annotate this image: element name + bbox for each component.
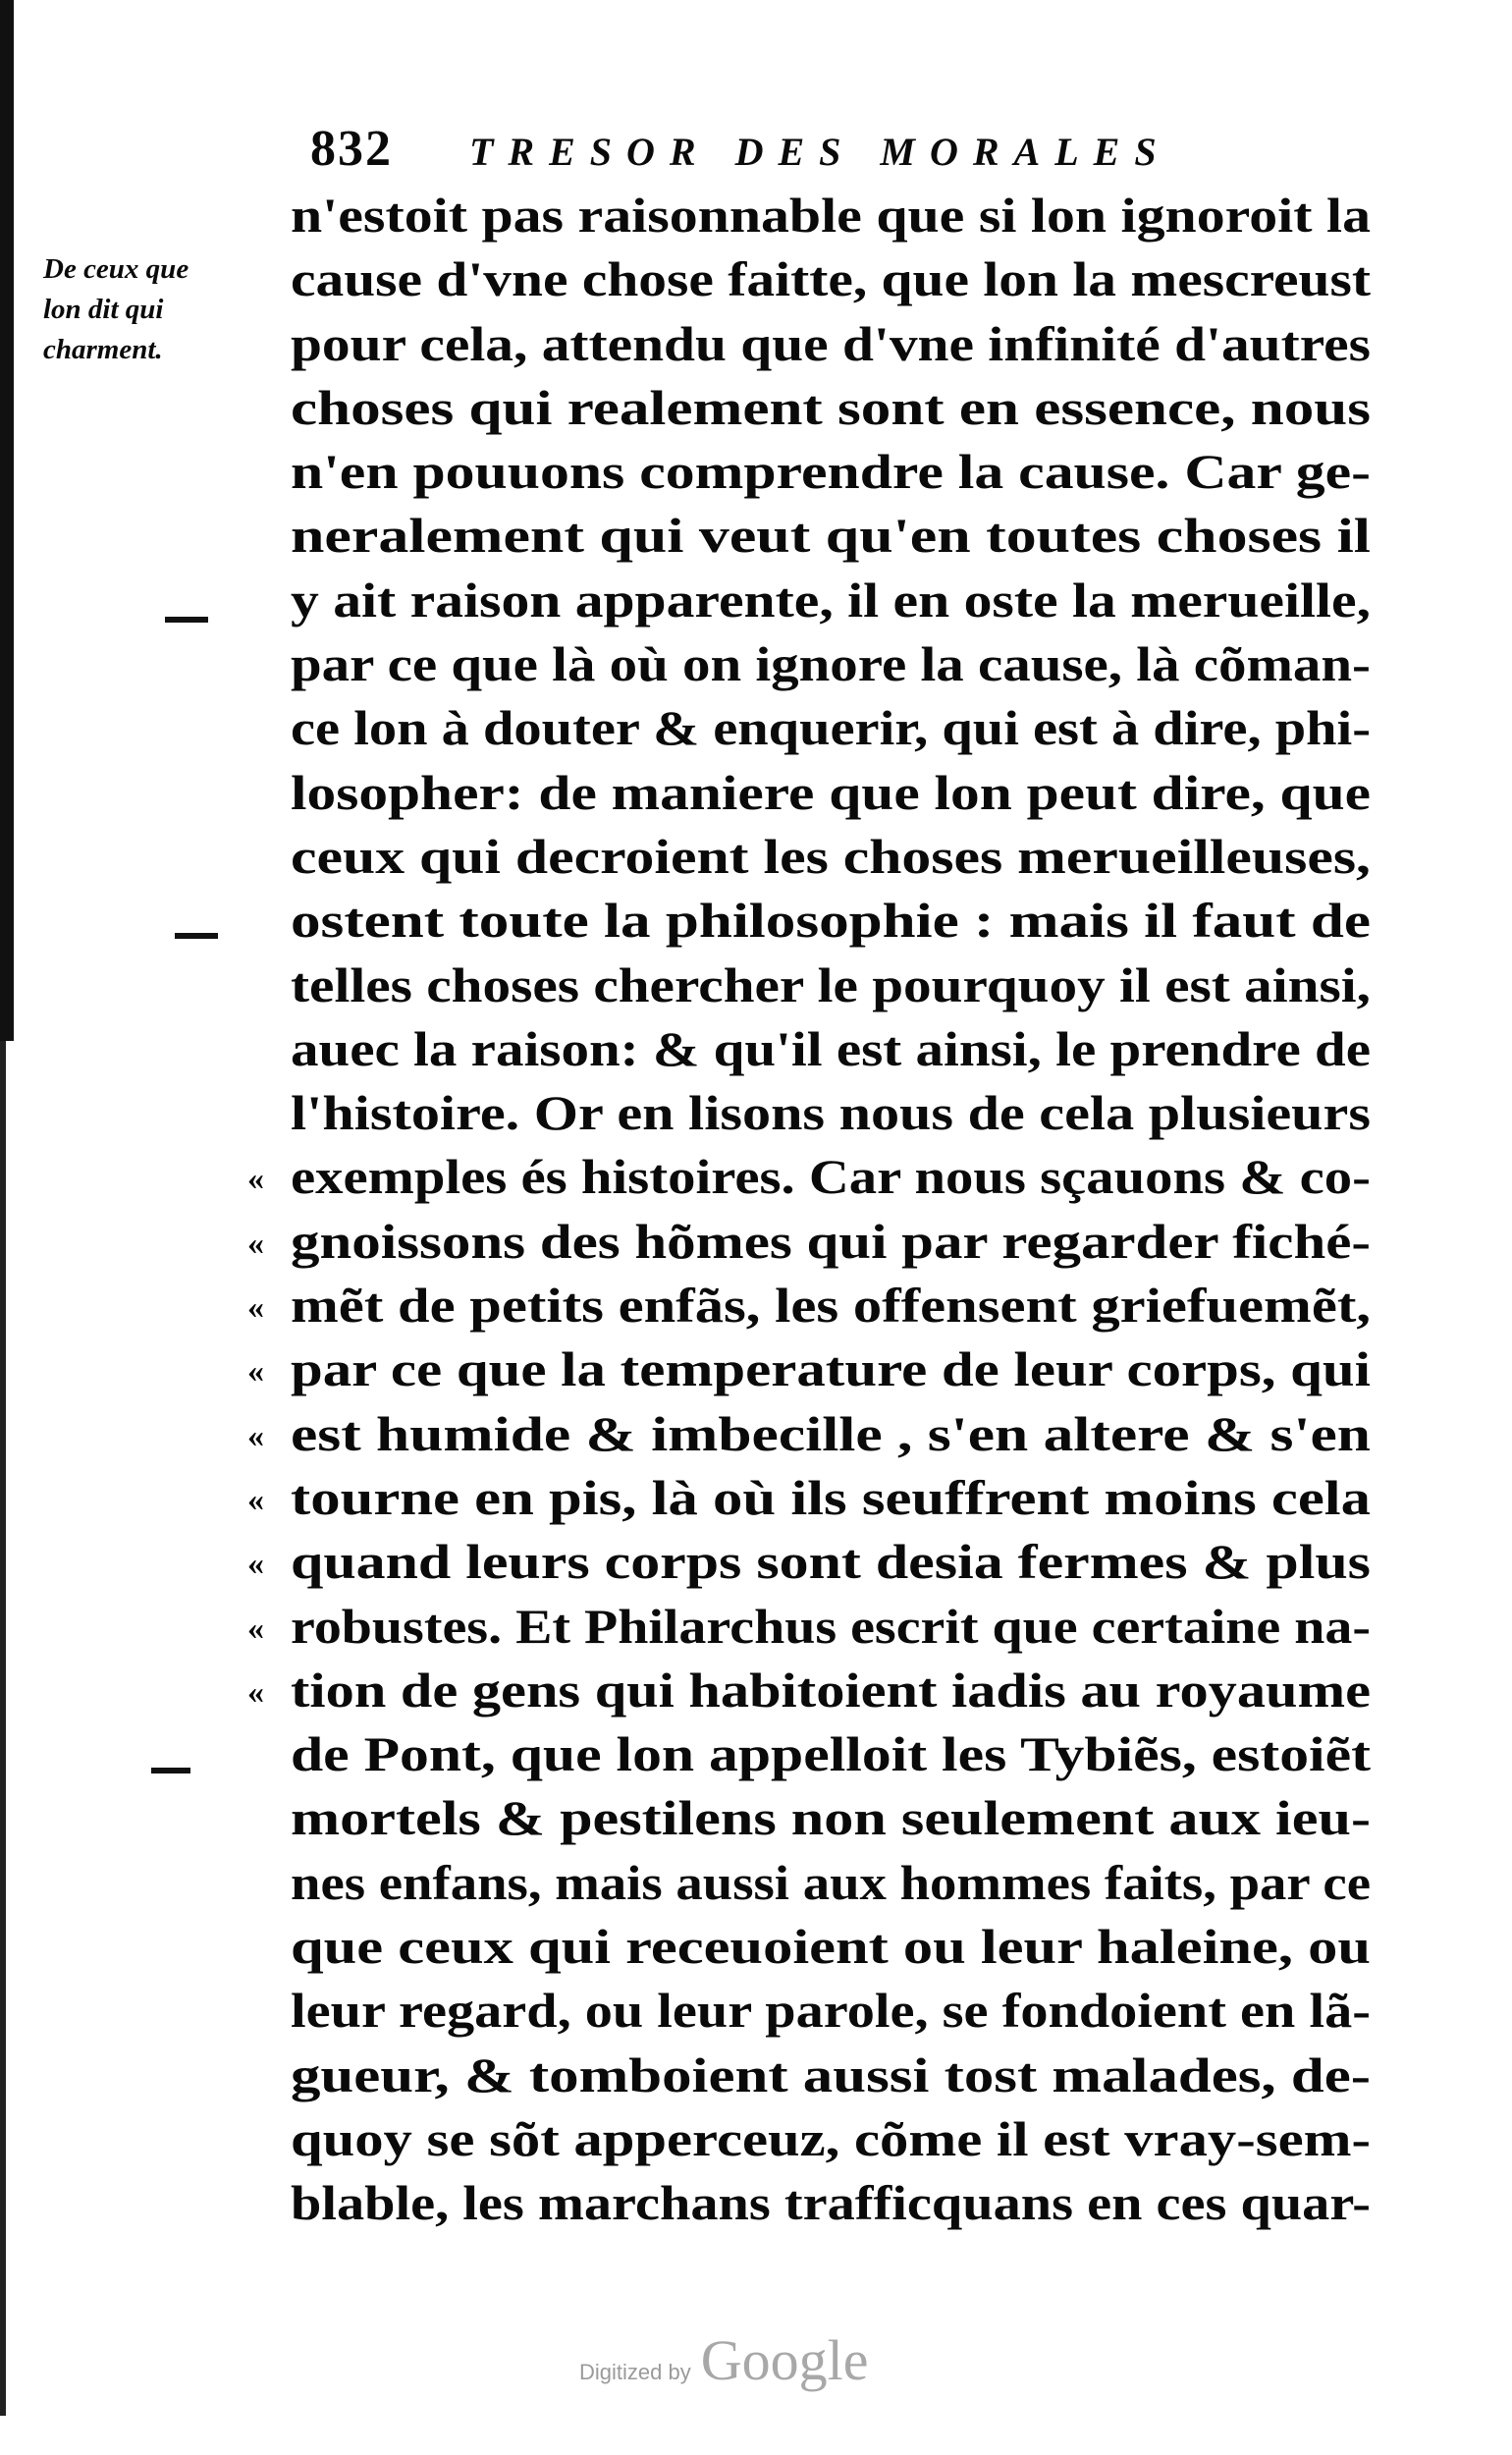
body-text [247, 184, 1371, 2236]
margin-note-line: De ceux que [43, 253, 189, 285]
quote-mark: « [247, 1289, 264, 1327]
text-line-content: nes enfans, mais aussi aux hommes faits, par ce [291, 1854, 1371, 1910]
quote-mark: « [247, 1225, 264, 1262]
text-line-content: par ce que la temperature de leur corps, qui [291, 1341, 1371, 1397]
text-line-content: exemples és histoires. Car nous sçauons & co- [291, 1149, 1371, 1205]
text-line [247, 1402, 1371, 1466]
quote-mark: « [247, 1353, 264, 1391]
text-line [291, 954, 1371, 1017]
text-line-content: ce lon à douter & enquerir, qui est à dire, phi- [291, 700, 1371, 756]
text-line-content: l'histoire. Or en lisons nous de cela plusieurs [291, 1085, 1371, 1141]
margin-dash [151, 1768, 190, 1773]
text-line [291, 376, 1371, 440]
text-line-content: ostent toute la philosophie : mais il faut de [291, 893, 1371, 949]
margin-note [43, 249, 289, 370]
text-line-content: choses qui realement sont en essence, nous [291, 379, 1371, 435]
text-line-content: neralement qui veut qu'en toutes choses il [291, 508, 1371, 564]
page-number: 832 [310, 121, 393, 177]
binding-edge [0, 0, 14, 1041]
text-line [247, 1595, 1371, 1659]
digitized-by-label: Digitized by [579, 2360, 691, 2384]
text-line-content: tion de gens qui habitoient iadis au royaume [291, 1662, 1371, 1718]
text-line-content: est humide & imbecille , s'en altere & s'en [291, 1405, 1371, 1461]
margin-dash [165, 617, 208, 623]
margin-note-line: lon dit qui [43, 294, 164, 325]
text-line [291, 761, 1371, 825]
text-line-content: leur regard, ou leur parole, se fondoient en lã- [291, 1983, 1371, 2039]
margin-note-line: charment. [43, 334, 163, 365]
text-line-content: losopher: de maniere que lon peut dire, que [291, 764, 1371, 820]
text-line-content: ceux qui decroient les choses merueilleuses, [291, 828, 1371, 884]
text-line-content: telles choses chercher le pourquoy il est ainsi, [291, 956, 1371, 1012]
text-line [291, 1722, 1371, 1786]
text-line-content: gueur, & tomboient aussi tost malades, de- [291, 2046, 1371, 2102]
text-line-content: n'estoit pas raisonnable que si lon ignoroit la [291, 188, 1371, 243]
text-line [291, 504, 1371, 568]
text-line [291, 569, 1371, 632]
text-line [291, 184, 1371, 247]
text-line [291, 247, 1371, 311]
running-title: TRESOR DES MORALES [469, 130, 1171, 174]
text-line-content: y ait raison apparente, il en oste la merueille, [291, 572, 1371, 627]
quote-mark: « [247, 1417, 264, 1454]
text-line [291, 1017, 1371, 1081]
text-line [291, 440, 1371, 504]
text-line-content: robustes. Et Philarchus escrit que certaine na- [291, 1598, 1371, 1654]
text-line [291, 2044, 1371, 2107]
quote-mark: « [247, 1161, 264, 1198]
text-line [291, 1915, 1371, 1979]
text-line [291, 1786, 1371, 1850]
text-line [291, 2107, 1371, 2171]
text-line [291, 889, 1371, 953]
text-line [291, 2171, 1371, 2235]
text-line [247, 1210, 1371, 1274]
text-line [247, 1337, 1371, 1401]
text-line [291, 825, 1371, 889]
text-line-content: de Pont, que lon appelloit les Tybiẽs, estoiẽt [291, 1726, 1371, 1782]
text-line-content: pour cela, attendu que d'vne infinité d'autres [291, 315, 1371, 371]
google-logo: Google [700, 2328, 869, 2392]
text-line-content: quoy se sõt apperceuz, cõme il est vray-sem- [291, 2110, 1371, 2166]
text-line [291, 1851, 1371, 1915]
text-line [247, 1659, 1371, 1722]
digitized-watermark [579, 2327, 868, 2393]
text-line [291, 632, 1371, 696]
text-line [291, 312, 1371, 376]
text-line [247, 1145, 1371, 1209]
quote-mark: « [247, 1481, 264, 1518]
binding-edge-lower [0, 1041, 6, 2416]
text-line-content: n'en pouuons comprendre la cause. Car ge- [291, 444, 1371, 500]
text-line [247, 1466, 1371, 1530]
text-line-content: gnoissons des hõmes qui par regarder fiché- [291, 1213, 1371, 1269]
running-head [310, 120, 1282, 179]
text-line-content: auec la raison: & qu'il est ainsi, le prendre de [291, 1020, 1371, 1076]
text-line-content: tourne en pis, là où ils seuffrent moins cela [291, 1469, 1371, 1525]
text-line [247, 1530, 1371, 1594]
text-line-content: blable, les marchans trafficquans en ces quar- [291, 2175, 1371, 2231]
text-line-content: quand leurs corps sont desia fermes & plus [291, 1534, 1371, 1590]
text-line-content: cause d'vne chose faitte, que lon la mescreust [291, 251, 1371, 307]
text-line [291, 696, 1371, 760]
text-line-content: mortels & pestilens non seulement aux ieu- [291, 1790, 1371, 1846]
text-line [247, 1274, 1371, 1337]
text-line-content: mẽt de petits enfãs, les offensent griefuemẽt, [291, 1278, 1371, 1334]
quote-mark: « [247, 1673, 264, 1711]
margin-dash [175, 933, 218, 939]
quote-mark: « [247, 1609, 264, 1647]
text-line [291, 1979, 1371, 2043]
text-line-content: que ceux qui receuoient ou leur haleine, ou [291, 1919, 1371, 1975]
text-line [291, 1081, 1371, 1145]
text-line-content: par ce que là où on ignore la cause, là cõman- [291, 636, 1371, 692]
quote-mark: « [247, 1546, 264, 1583]
